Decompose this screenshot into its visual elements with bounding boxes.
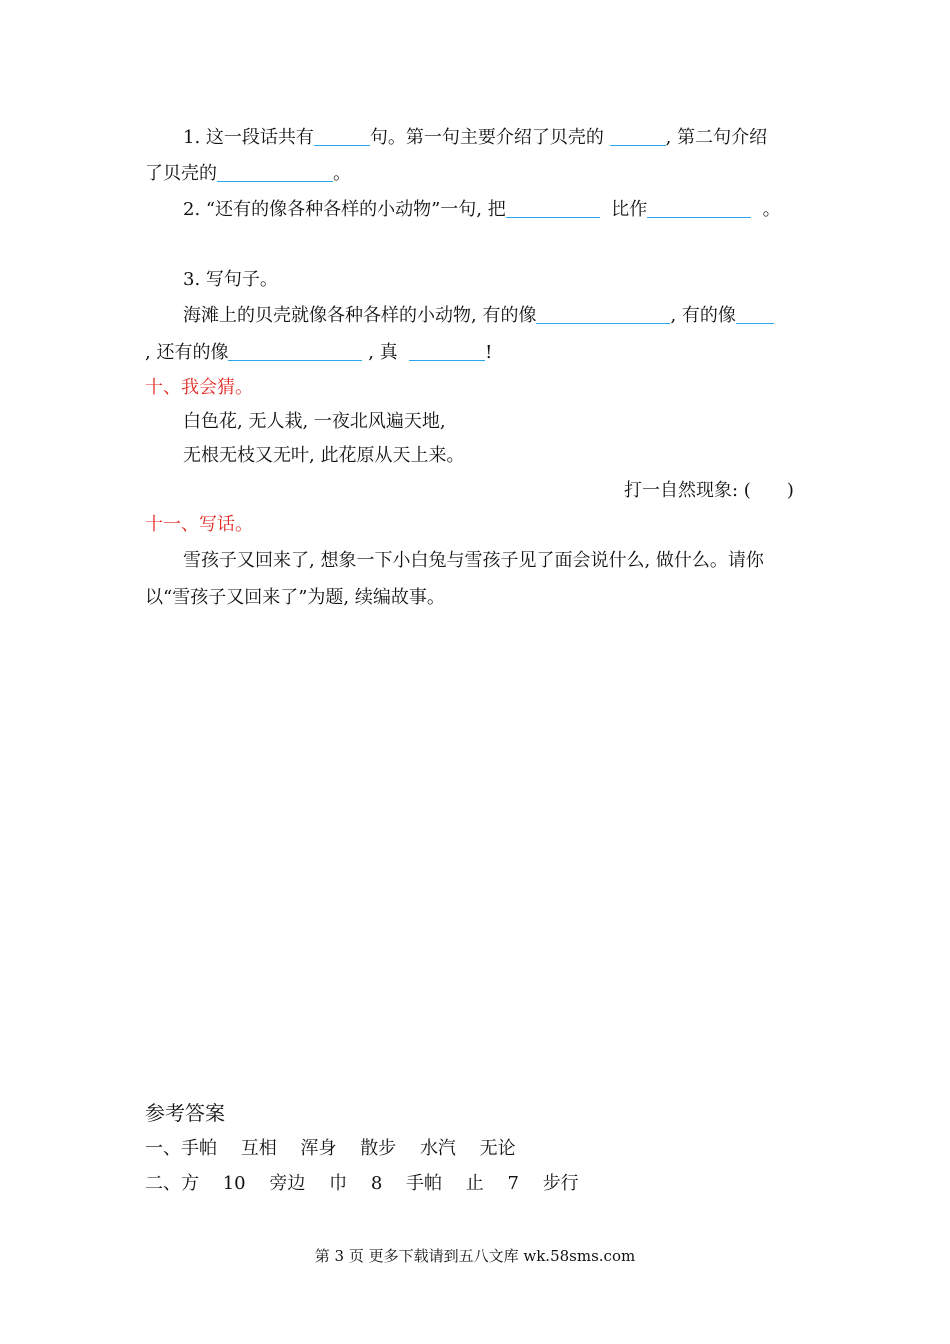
q1-text-a: 1. 这一段话共有 (183, 127, 314, 148)
writing-prompt-line2: 以“雪孩子又回来了”为题, 续编故事。 (145, 587, 445, 608)
q3-text-b: , 有的像 (670, 305, 736, 326)
answer-item: 浑身 (300, 1138, 337, 1159)
q1-blank-second[interactable] (217, 163, 333, 182)
answer-item: 互相 (240, 1138, 277, 1159)
q2-blank-subject[interactable] (506, 199, 600, 218)
q1-line2 (145, 162, 351, 186)
answer-item: 7 (507, 1173, 519, 1194)
q3-blank-4[interactable] (409, 342, 485, 361)
q3-text-e: ! (485, 342, 493, 363)
answer-item: 二、方 (145, 1173, 199, 1194)
answer-item: 旁边 (269, 1173, 306, 1194)
q2-line (183, 198, 781, 222)
answer-item: 散步 (360, 1138, 397, 1159)
writing-prompt-line1: 雪孩子又回来了, 想象一下小白兔与雪孩子见了面会说什么, 做什么。请你 (183, 550, 764, 571)
q3-text-c: , 还有的像 (145, 342, 229, 363)
q3-blank-3[interactable] (228, 342, 362, 361)
q1-text-b: 句。第一句主要介绍了贝壳的 (369, 127, 604, 148)
section10-heading: 十、我会猜。 (145, 377, 253, 398)
q3-title: 3. 写句子。 (183, 269, 278, 290)
q1-text-e: 。 (333, 163, 351, 184)
answers-row1 (145, 1137, 516, 1161)
riddle-line1: 白色花, 无人栽, 一夜北风遍天地, (183, 411, 446, 432)
answers-title: 参考答案 (145, 1101, 225, 1125)
q1-text-d: 了贝壳的 (145, 163, 217, 184)
q1-text-c: , 第二句介绍 (665, 127, 768, 148)
q2-text-b: 比作 (611, 199, 648, 220)
q1-blank-first[interactable] (610, 127, 666, 146)
riddle-hint-text: 打一自然现象: ( (624, 480, 751, 501)
q3-text-a: 海滩上的贝壳就像各种各样的小动物, 有的像 (183, 305, 537, 326)
q3-blank-2[interactable] (736, 305, 774, 324)
answer-item: 无论 (479, 1138, 516, 1159)
q2-blank-object[interactable] (647, 199, 751, 218)
page-footer: 第 3 页 更多下载请到五八文库 wk.58sms.com (314, 1247, 636, 1265)
q2-text-c: 。 (762, 199, 781, 220)
q3-line1 (183, 304, 774, 328)
q2-text-a: 2. “还有的像各种各样的小动物”一句, 把 (183, 199, 506, 220)
q1-line1 (183, 126, 767, 150)
answer-item: 手帕 (406, 1173, 443, 1194)
q3-text-d: , 真 (368, 342, 398, 363)
answers-row2 (145, 1172, 579, 1196)
answer-item: 一、手帕 (145, 1138, 217, 1159)
q3-blank-1[interactable] (536, 305, 670, 324)
riddle-hint (624, 479, 794, 503)
answer-item: 10 (222, 1173, 246, 1194)
riddle-line2: 无根无枝又无叶, 此花原从天上来。 (183, 445, 465, 466)
answer-item: 步行 (542, 1173, 579, 1194)
section11-heading: 十一、写话。 (145, 514, 253, 535)
answer-item: 8 (370, 1173, 383, 1194)
answer-item: 水汽 (419, 1138, 456, 1159)
riddle-hint-close: ) (786, 480, 794, 501)
q3-line2 (145, 341, 492, 365)
answer-item: 巾 (329, 1173, 348, 1194)
q1-blank-count[interactable] (314, 127, 370, 146)
answer-item: 止 (465, 1173, 484, 1194)
